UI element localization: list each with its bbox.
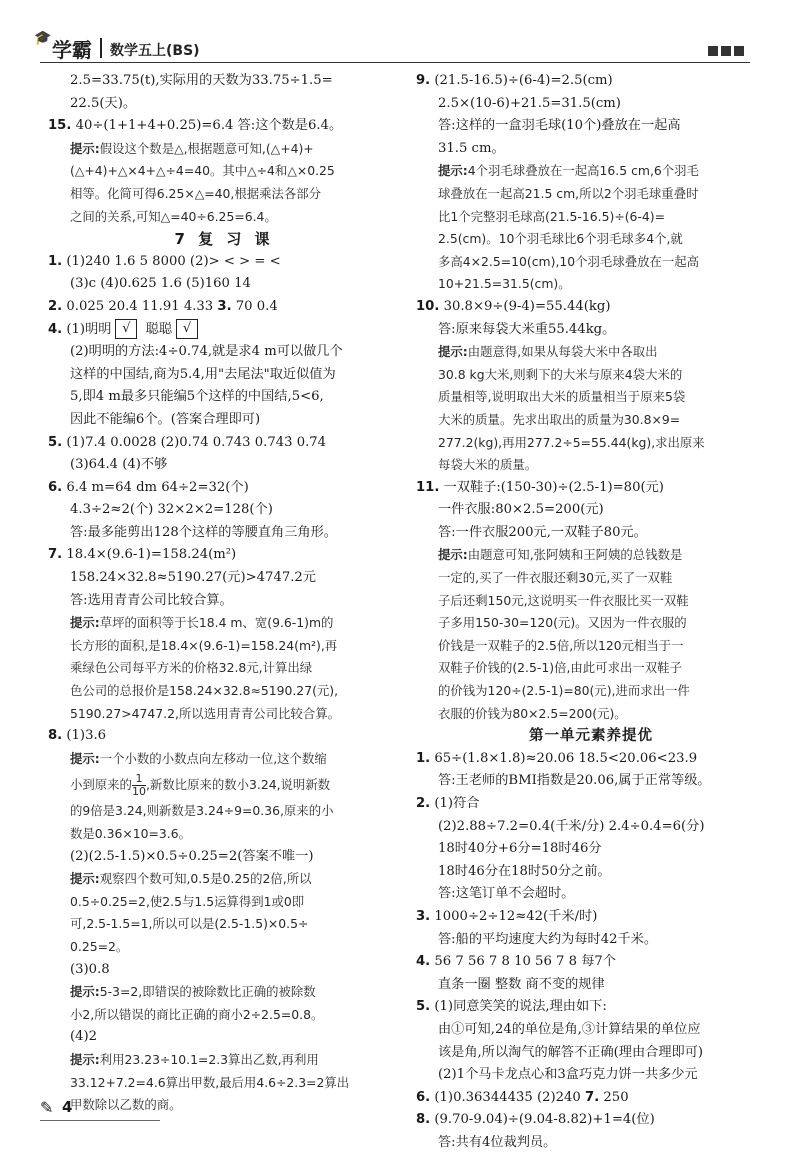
answer-line: (2)1个马卡龙点心和3盒巧克力饼一共多少元	[438, 1067, 698, 1083]
hint-text: 小2,所以错误的商比正确的商小2÷2.5=0.8。	[70, 1006, 324, 1022]
question-number: 11.	[416, 479, 440, 495]
hint-text: 277.2(kg),再用277.2÷5=55.44(kg),求出原来	[438, 434, 705, 450]
hint-text: 甲数除以乙数的商。	[70, 1097, 182, 1113]
footer-rule	[40, 1120, 160, 1121]
answer-line: (9.70-9.04)÷(9.04-8.82)+1=4(位)	[434, 1112, 655, 1128]
hint-text: 观察四个数可知,0.5是0.25的2倍,所以	[99, 871, 312, 887]
hint-label: 提示:	[70, 871, 100, 887]
hint-text: 可,2.5-1.5=1,所以可以是(2.5-1.5)×0.5÷	[70, 916, 309, 932]
answer-line: 因此不能编6个。(答案合理即可)	[70, 411, 261, 427]
answer-line: 答:一件衣服200元,一双鞋子80元。	[438, 524, 647, 540]
hint-text: 利用23.23÷10.1=2.3算出乙数,再利用	[99, 1051, 319, 1067]
hint-text: ,新数比原来的数小3.24,说明新数	[145, 777, 331, 793]
hint-label: 提示:	[70, 615, 100, 631]
answer-line: 答:选用青青公司比较合算。	[70, 592, 233, 608]
header-decoration	[708, 46, 744, 56]
hint-text: 草坪的面积等于长18.4 m、宽(9.6-1)m的	[99, 615, 334, 631]
answer-line: 6.4 m=64 dm 64÷2=32(个)	[66, 479, 249, 495]
answer-line: 22.5(天)。	[70, 95, 137, 111]
header-separator	[100, 38, 102, 58]
answer-line: 30.8×9÷(9-4)=55.44(kg)	[443, 298, 611, 314]
question-number: 7.	[48, 547, 63, 563]
answer-line: (3)c (4)0.625 1.6 (5)160 14	[70, 276, 251, 292]
answer-line: 2.5×(10-6)+21.5=31.5(cm)	[438, 95, 621, 111]
hint-text: 长方形的面积,是18.4×(9.6-1)=158.24(m²),再	[70, 637, 338, 653]
hint-label: 提示:	[70, 750, 100, 766]
hint-label: 提示:	[70, 1051, 100, 1067]
question-number: 8.	[416, 1112, 431, 1128]
question-number: 7.	[585, 1089, 600, 1105]
hint-text: 33.12+7.2=4.6算出甲数,最后用4.6÷2.3=2算出	[70, 1074, 350, 1090]
answer-line: (1)0.3634443̇5̇ (2)240	[434, 1089, 581, 1105]
section-heading: 7 复 习 课	[174, 230, 274, 249]
hint-text: 质量相等,说明取出大米的质量相当于原来5袋	[438, 389, 686, 405]
answer-line: 1000÷2÷12≈42(千米/时)	[434, 908, 598, 924]
hint-label: 提示:	[438, 344, 468, 360]
answer-line: 0.025 20.4 11.91 4.33	[66, 298, 214, 314]
answer-line: 答:原来每袋大米重55.44kg。	[438, 321, 616, 337]
hint-text: 乘绿色公司每平方米的价格32.8元,计算出绿	[70, 660, 313, 676]
question-number: 2.	[48, 298, 63, 314]
hint-text: 2.5(cm)。10个羽毛球比6个羽毛球多4个,就	[438, 231, 683, 247]
hint-text: 5190.27>4747.2,所以选用青青公司比较合算。	[70, 705, 340, 721]
left-column	[48, 70, 400, 1117]
answer-line: 31.5 cm。	[438, 140, 505, 156]
pencil-icon: ✎	[40, 1098, 54, 1117]
answer-line: 一件衣服:80×2.5=200(元)	[438, 502, 604, 518]
hint-text: 每袋大米的质量。	[438, 457, 538, 473]
question-number: 6.	[48, 479, 63, 495]
answer-line: (1)3.6	[66, 728, 107, 744]
section-heading: 第一单元素养提优	[529, 728, 653, 745]
hint-text: 由题意得,如果从每袋大米中各取出	[467, 344, 658, 360]
question-number: 6.	[416, 1089, 431, 1105]
hint-text: 一定的,买了一件衣服还剩30元,买了一双鞋	[438, 570, 673, 586]
hint-text: 4个羽毛球叠放在一起高16.5 cm,6个羽毛	[467, 163, 699, 179]
logo-text: 学霸	[52, 38, 92, 62]
answer-line: 直条一圈 整数 商不变的规律	[438, 976, 605, 992]
hint-text: 比1个完整羽毛球高(21.5-16.5)÷(6-4)=	[438, 208, 665, 224]
page-number: 4	[62, 1098, 73, 1116]
page-header	[0, 0, 800, 62]
answer-line: 250	[603, 1089, 629, 1105]
question-number: 4.	[416, 954, 431, 970]
answer-line: 70 0.4	[235, 298, 278, 314]
brand-logo	[34, 30, 92, 63]
answer-line: 聪聪	[145, 321, 173, 337]
hint-text: 相等。化简可得6.25×△=40,根据乘法各部分	[70, 185, 322, 201]
answer-line: (1)同意笑笑的说法,理由如下:	[434, 999, 607, 1015]
answer-line: 答:最多能剪出128个这样的等腰直角三角形。	[70, 524, 337, 540]
answer-line: 答:共有4位裁判员。	[438, 1134, 557, 1150]
check-box: √	[115, 319, 137, 339]
right-column	[416, 70, 766, 1155]
question-number: 1.	[416, 750, 431, 766]
hint-text: 色公司的总报价是158.24×32.8≈5190.27(元),	[70, 683, 339, 699]
hint-text: 数是0.36×10=3.6。	[70, 826, 191, 841]
question-number: 15.	[48, 118, 72, 134]
answer-line: 该是角,所以淘气的解答不正确(理由合理即可)	[438, 1044, 704, 1060]
answer-line: (1)240 1.6 5 8000 (2)> < > = <	[66, 253, 281, 269]
answer-line: (1)7.4 0.0028 (2)0.74 0.743 0.74̇3̇ 0.7̇4̇	[66, 434, 327, 450]
answer-line: 答:船的平均速度大约为每时42千米。	[438, 931, 658, 947]
hint-text: 双鞋子价钱的(2.5-1)倍,由此可求出一双鞋子	[438, 660, 682, 676]
question-number: 1.	[48, 253, 63, 269]
answer-line: 由①可知,24的单位是角,③计算结果的单位应	[438, 1021, 701, 1037]
answer-line: (1)明明	[66, 321, 112, 337]
answer-line: 56 7 56 7 8 10 56 7 8 每7个	[434, 954, 616, 970]
hint-text: 的价钱为120÷(2.5-1)=80(元),进而求出一件	[438, 683, 690, 699]
answer-line: 4.3÷2≈2(个) 32×2×2=128(个)	[70, 502, 273, 518]
graduation-cap-icon: 🎓	[34, 30, 52, 46]
answer-line: (2)2.88÷7.2=0.4(千米/分) 2.4÷0.4=6(分)	[438, 818, 705, 834]
hint-text: 小到原来的	[70, 777, 132, 793]
answer-line: 答:王老师的BMI指数是20.06,属于正常等级。	[438, 773, 711, 789]
hint-text: 一个小数的小数点向左移动一位,这个数缩	[99, 750, 327, 766]
hint-text: (△+4)+△×4+△÷4=40。其中△÷4和△×0.25	[70, 163, 335, 179]
hint-text: 之间的关系,可知△=40÷6.25=6.4。	[70, 208, 277, 224]
question-number: 10.	[416, 298, 440, 314]
answer-line: (3)64.4 (4)不够	[70, 457, 168, 473]
answer-line: 158.24×32.8≈5190.27(元)>4747.2元	[70, 570, 316, 586]
answer-line: 5,即4 m最多只能编5个这样的中国结,5<6,	[70, 389, 324, 405]
hint-text: 价钱是一双鞋子的2.5倍,所以120元相当于一	[438, 637, 684, 653]
hint-label: 提示:	[438, 163, 468, 179]
answer-line: 18时40分+6分=18时46分	[438, 841, 602, 857]
answer-line: 18.4×(9.6-1)=158.24(m²)	[66, 547, 237, 563]
question-number: 4.	[48, 321, 63, 337]
question-number: 5.	[48, 434, 63, 450]
hint-text: 5-3=2,即错误的被除数比正确的被除数	[99, 984, 316, 1000]
question-number: 2.	[416, 796, 431, 811]
answer-line: (1)符合	[434, 796, 480, 811]
answer-line: 答:这样的一盒羽毛球(10个)叠放在一起高	[438, 118, 681, 134]
hint-text: 10+21.5=31.5(cm)。	[438, 276, 571, 292]
answer-line: (21.5-16.5)÷(6-4)=2.5(cm)	[434, 73, 613, 88]
answer-line: 答:这笔订单不会超时。	[438, 886, 575, 902]
hint-text: 子多用150-30=120(元)。又因为一件衣服的	[438, 615, 687, 631]
header-title: 数学五上(BS)	[110, 43, 200, 59]
hint-text: 多高4×2.5=10(cm),10个羽毛球叠放在一起高	[438, 253, 700, 269]
hint-text: 由题意可知,张阿姨和王阿姨的总钱数是	[467, 547, 683, 563]
answer-line: 40÷(1+1+4+0.25)=6.4 答:这个数是6.4。	[75, 118, 343, 134]
hint-text: 球叠放在一起高21.5 cm,所以2个羽毛球重叠时	[438, 185, 699, 201]
answer-line: 2.5=33.75(t),实际用的天数为33.75÷1.5=	[70, 73, 333, 88]
hint-label: 提示:	[70, 984, 100, 1000]
answer-line: 65÷(1.8×1.8)≈20.06 18.5<20.06<23.9	[434, 750, 698, 766]
question-number: 5.	[416, 999, 431, 1015]
answer-line: (2)(2.5-1.5)×0.5÷0.25=2(答案不唯一)	[70, 848, 314, 864]
question-number: 9.	[416, 73, 431, 88]
answer-line: 一双鞋子:(150-30)÷(2.5-1)=80(元)	[443, 479, 664, 495]
answer-line: 18时46分在18时50分之前。	[438, 863, 611, 879]
hint-text: 0.25=2。	[70, 938, 129, 954]
answer-line: (3)0.8	[70, 961, 110, 977]
hint-text: 30.8 kg大米,则剩下的大米与原来4袋大米的	[438, 366, 683, 382]
hint-text: 假设这个数是△,根据题意可知,(△+4)+	[99, 140, 314, 156]
hint-text: 的9倍是3.24,则新数是3.24÷9=0.36,原来的小	[70, 803, 334, 819]
fraction: $\frac{1}{10}$	[131, 772, 146, 799]
hint-text: 子后还剩150元,这说明买一件衣服比买一双鞋	[438, 592, 689, 608]
question-number: 3.	[416, 908, 431, 924]
hint-text: 大米的质量。先求出取出的质量为30.8×9=	[438, 411, 681, 427]
hint-label: 提示:	[70, 140, 100, 156]
header-rule	[40, 62, 750, 63]
answer-line: 这样的中国结,商为5.4,用"去尾法"取近似值为	[70, 366, 336, 382]
hint-label: 提示:	[438, 547, 468, 563]
answer-line: (2)明明的方法:4÷0.74,就是求4 m可以做几个	[70, 344, 343, 360]
question-number: 3.	[217, 298, 232, 314]
check-box: √	[176, 319, 198, 339]
answer-line: (4)2	[70, 1029, 98, 1045]
question-number: 8.	[48, 728, 63, 744]
hint-text: 0.5÷0.25=2,使2.5与1.5运算得到1或0即	[70, 893, 305, 909]
hint-text: 衣服的价钱为80×2.5=200(元)。	[438, 705, 627, 721]
